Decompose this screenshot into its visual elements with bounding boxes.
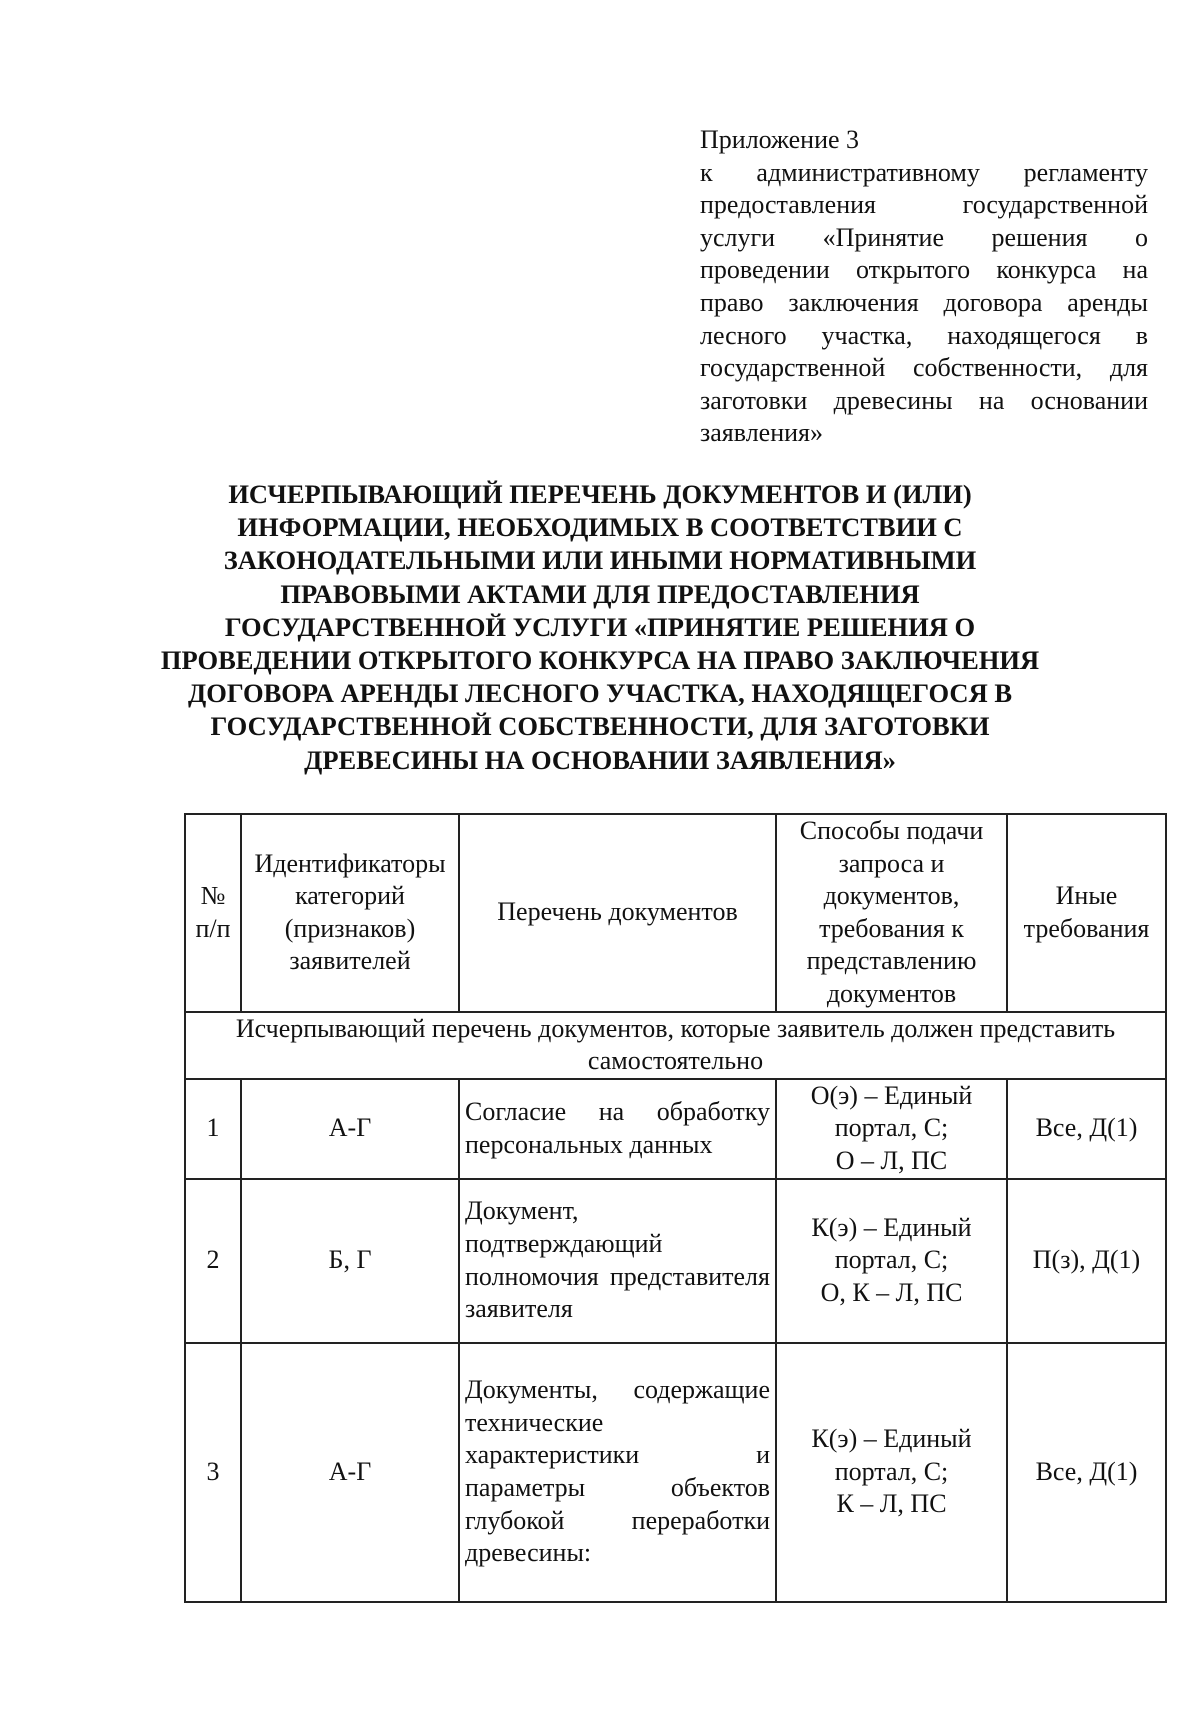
method-line: О – Л, ПС: [835, 1145, 948, 1175]
row-document: Документы, содержащие технические характеристики и параметры объектов глубокой переработки древесины:: [459, 1343, 776, 1602]
row-submission-methods: [776, 1343, 1007, 1602]
table-row: [185, 1343, 1166, 1602]
table-row: [185, 1079, 1166, 1179]
method-line: портал, С;: [834, 1113, 949, 1143]
row-other-requirements: Все, Д(1): [1007, 1079, 1166, 1179]
row-applicant-ids: А-Г: [241, 1079, 459, 1179]
row-applicant-ids: Б, Г: [241, 1179, 459, 1343]
header-applicant-ids: Идентификаторы категорий (признаков) заявителей: [241, 814, 459, 1012]
section-row: [185, 1012, 1166, 1079]
row-number: 2: [185, 1179, 241, 1343]
appendix-text: к административному регламенту предоставления государственной услуги «Принятие решения о проведении открытого конкурса на право заключения договора аренды лесного участка, находящегося в государственной собственности, для заготовки древесины на основании заявления»: [700, 157, 1148, 448]
section-title: Исчерпывающий перечень документов, которые заявитель должен представить самостоятельно: [185, 1012, 1166, 1079]
method-line: К – Л, ПС: [836, 1489, 947, 1519]
method-line: О, К – Л, ПС: [820, 1277, 963, 1307]
row-number: 1: [185, 1079, 241, 1179]
appendix-block: [700, 124, 1148, 450]
method-line: К(э) – Единый: [811, 1212, 972, 1242]
row-other-requirements: П(з), Д(1): [1007, 1179, 1166, 1343]
row-document: Документ, подтверждающий полномочия представителя заявителя: [459, 1179, 776, 1343]
table-header-row: [185, 814, 1166, 1012]
documents-table: [184, 813, 1167, 1603]
method-line: О(э) – Единый: [810, 1080, 973, 1110]
method-line: портал, С;: [834, 1245, 949, 1275]
row-submission-methods: [776, 1179, 1007, 1343]
row-applicant-ids: А-Г: [241, 1343, 459, 1602]
method-line: портал, С;: [834, 1456, 949, 1486]
method-line: К(э) – Единый: [811, 1424, 972, 1454]
row-number: 3: [185, 1343, 241, 1602]
header-other-requirements: Иные требования: [1007, 814, 1166, 1012]
row-submission-methods: [776, 1079, 1007, 1179]
header-submission-methods: Способы подачи запроса и документов, требования к представлению документов: [776, 814, 1007, 1012]
appendix-label: Приложение 3: [700, 125, 860, 154]
header-number: № п/п: [185, 814, 241, 1012]
document-title: ИСЧЕРПЫВАЮЩИЙ ПЕРЕЧЕНЬ ДОКУМЕНТОВ И (ИЛИ) ИНФОРМАЦИИ, НЕОБХОДИМЫХ В СООТВЕТСТВИИ С ЗАКОНОДАТЕЛЬНЫМИ ИЛИ ИНЫМИ НОРМАТИВНЫМИ ПРАВОВЫМИ АКТАМИ ДЛЯ ПРЕДОСТАВЛЕНИЯ ГОСУДАРСТВЕННОЙ УСЛУГИ «ПРИНЯТИЕ РЕШЕНИЯ О ПРОВЕДЕНИИ ОТКРЫТОГО КОНКУРСА НА ПРАВО ЗАКЛЮЧЕНИЯ ДОГОВОРА АРЕНДЫ ЛЕСНОГО УЧАСТКА, НАХОДЯЩЕГОСЯ В ГОСУДАРСТВЕННОЙ СОБСТВЕННОСТИ, ДЛЯ ЗАГОТОВКИ ДРЕВЕСИНЫ НА ОСНОВАНИИ ЗАЯВЛЕНИЯ»: [160, 479, 1040, 775]
row-other-requirements: Все, Д(1): [1007, 1343, 1166, 1602]
header-documents: Перечень документов: [459, 814, 776, 1012]
table-row: [185, 1179, 1166, 1343]
row-document: Согласие на обработку персональных данных: [459, 1079, 776, 1179]
